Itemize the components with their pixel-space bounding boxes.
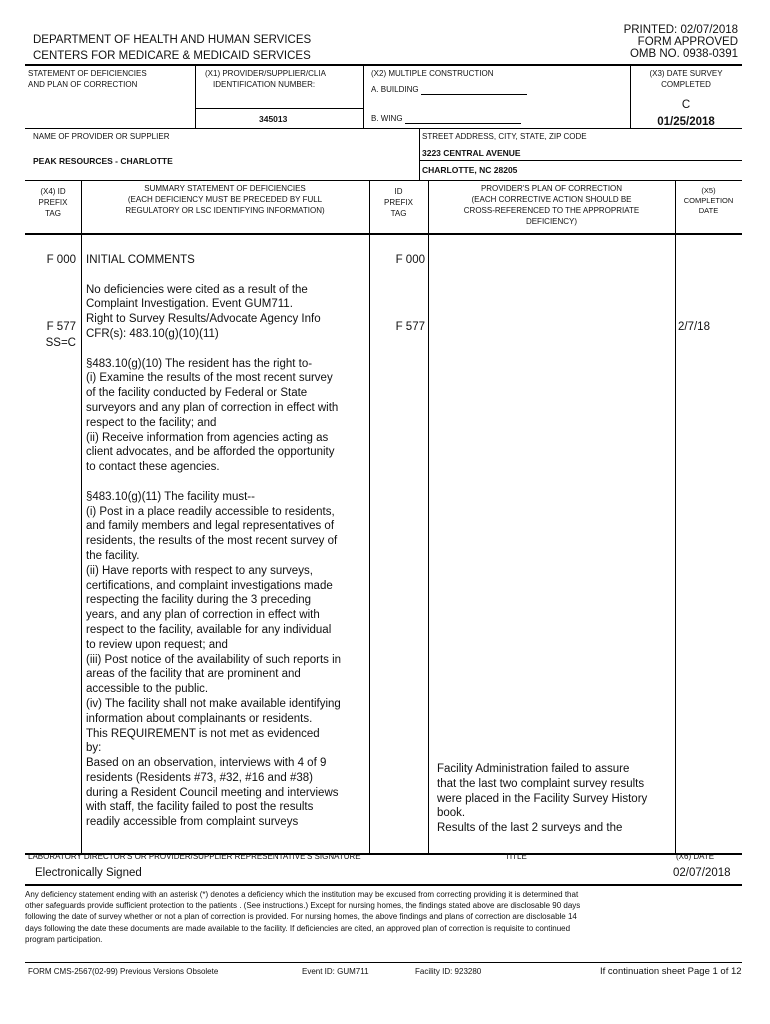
- disclaimer: [25, 889, 580, 945]
- summary-line: (iii) Post notice of the availability of such reports in: [86, 653, 342, 666]
- summary-line: client advocates, and be afforded the opportunity: [86, 446, 335, 459]
- tag-f000-left: F 000: [46, 254, 76, 266]
- signature-value: Electronically Signed: [35, 867, 142, 879]
- disclaimer-line: program participation.: [25, 934, 103, 944]
- disclaimer-line: other safeguards provide sufficient protection to the patients . (See instructions.) Except for nursing homes, the findings stated above are disclosable 90 days: [25, 901, 581, 911]
- x2-label: (X2) MULTIPLE CONSTRUCTION: [371, 69, 494, 78]
- summary-line: respecting the facility during the 3 preceding: [86, 594, 312, 607]
- plan-header-1: PROVIDER'S PLAN OF CORRECTION: [480, 184, 623, 193]
- id-header-2: PREFIX: [384, 198, 413, 207]
- summary-line: surveyors and any plan of correction in effect with: [86, 401, 339, 414]
- provider-name: PEAK RESOURCES - CHARLOTTE: [33, 156, 173, 166]
- disclaimer-line: Any deficiency statement ending with an asterisk (*) denotes a deficiency which the institution may be excused from correcting providing it is determined that: [25, 890, 579, 899]
- summary-line: with staff, the facility failed to post the results: [86, 801, 314, 814]
- summary-line: Right to Survey Results/Advocate Agency Info: [86, 313, 321, 326]
- summary-line: [86, 475, 368, 490]
- plan-line: were placed in the Facility Survey History: [437, 792, 648, 805]
- summary-header-3: REGULATORY OR LSC IDENTIFYING INFORMATION): [125, 206, 325, 215]
- plan-line: Facility Administration failed to assure: [437, 763, 630, 775]
- scope-severity: SS=C: [45, 337, 76, 349]
- summary-line: readily accessible from complaint surveys: [86, 816, 299, 829]
- summary-line: respect to the facility; and: [86, 416, 217, 429]
- x5-header-2: COMPLETION: [683, 196, 734, 205]
- wing-field: [405, 114, 521, 124]
- summary-line: years, and any plan of correction in effect with: [86, 609, 320, 622]
- omb-number: OMB NO. 0938-0391: [629, 48, 738, 60]
- provider-name-label: NAME OF PROVIDER OR SUPPLIER: [33, 132, 170, 141]
- x3-label-2: COMPLETED: [661, 80, 711, 89]
- summary-line: Based on an observation, interviews with 4 of 9: [86, 757, 327, 770]
- building-label: A. BUILDING: [371, 85, 419, 94]
- signature-date: 02/07/2018: [673, 867, 731, 879]
- continuation-page: If continuation sheet Page 1 of 12: [600, 966, 742, 977]
- summary-statement: [86, 253, 368, 830]
- summary-line: respect to the facility, available for any individual: [86, 623, 332, 636]
- summary-line: residents, the results of the most recent survey of: [86, 535, 338, 548]
- plan-header-4: DEFICIENCY): [525, 217, 578, 226]
- tag-f577-left: F 577: [46, 321, 76, 333]
- summary-line: §483.10(g)(10) The resident has the right to-: [86, 357, 313, 370]
- x1-label-1: (X1) PROVIDER/SUPPLIER/CLIA: [205, 69, 326, 78]
- x4-header-2: PREFIX: [38, 198, 68, 207]
- summary-line: during a Resident Council meeting and interviews: [86, 786, 339, 799]
- plan-header-2: (EACH CORRECTIVE ACTION SHOULD BE: [471, 195, 632, 204]
- summary-line: (ii) Have reports with respect to any surveys,: [86, 564, 313, 577]
- summary-line: residents (Residents #73, #32, #16 and #38): [86, 771, 313, 784]
- summary-line: (i) Examine the results of the most recent survey: [86, 372, 333, 385]
- summary-line: §483.10(g)(11) The facility must--: [86, 490, 255, 503]
- x4-header-1: (X4) ID: [40, 187, 66, 196]
- summary-line: Complaint Investigation. Event GUM711.: [86, 298, 293, 311]
- summary-line: certifications, and complaint investigations made: [86, 579, 333, 592]
- id-header-1: ID: [394, 187, 403, 196]
- survey-type-letter: C: [681, 99, 691, 111]
- statement-label-1: STATEMENT OF DEFICIENCIES: [28, 69, 147, 78]
- event-id: Event ID: GUM711: [302, 967, 369, 976]
- summary-line: No deficiencies were cited as a result of the: [86, 283, 308, 296]
- x4-header-3: TAG: [45, 209, 61, 218]
- summary-line: of the facility conducted by Federal or State: [86, 387, 308, 400]
- summary-line: accessible to the public.: [86, 683, 209, 696]
- summary-header-1: SUMMARY STATEMENT OF DEFICIENCIES: [144, 184, 306, 193]
- provider-id-number: 345013: [259, 114, 288, 124]
- cms-title: CENTERS FOR MEDICARE & MEDICAID SERVICES: [33, 50, 311, 62]
- facility-id: Facility ID: 923280: [415, 967, 482, 976]
- plan-line: book.: [437, 807, 466, 820]
- id-header-3: TAG: [390, 209, 407, 218]
- address-label: STREET ADDRESS, CITY, STATE, ZIP CODE: [422, 132, 587, 141]
- summary-line: to review upon request; and: [86, 638, 228, 651]
- survey-completed-date: 01/25/2018: [657, 116, 715, 128]
- summary-line: (ii) Receive information from agencies acting as: [86, 431, 329, 444]
- date-label: (X6) DATE: [676, 852, 715, 861]
- address-street: 3223 CENTRAL AVENUE: [422, 148, 521, 158]
- building-field: [421, 85, 527, 95]
- department-title: DEPARTMENT OF HEALTH AND HUMAN SERVICES: [33, 34, 312, 46]
- x5-header-1: (X5): [701, 186, 716, 195]
- disclaimer-line: following the date of survey whether or not a plan of correction is provided. For nursing homes, the above findings and plans of correction are disclosable 14: [25, 912, 577, 922]
- summary-line: by:: [86, 742, 102, 755]
- x3-label-1: (X3) DATE SURVEY: [649, 69, 723, 78]
- plan-header-3: CROSS-REFERENCED TO THE APPROPRIATE: [463, 206, 640, 215]
- summary-line: This REQUIREMENT is not met as evidenced: [86, 727, 320, 740]
- form-number: FORM CMS-2567(02-99) Previous Versions Obsolete: [28, 967, 219, 976]
- title-label: TITLE: [505, 852, 527, 861]
- address-city: CHARLOTTE, NC 28205: [422, 165, 518, 175]
- wing-label: B. WING: [371, 114, 403, 123]
- statement-label-2: AND PLAN OF CORRECTION: [28, 80, 138, 89]
- tag-f577-right: F 577: [395, 321, 425, 333]
- summary-line: the facility.: [86, 549, 140, 562]
- plan-line: Results of the last 2 surveys and the: [437, 822, 623, 835]
- summary-line: INITIAL COMMENTS: [86, 254, 195, 266]
- summary-line: (iv) The facility shall not make available identifying: [86, 697, 341, 710]
- summary-header-2: (EACH DEFICIENCY MUST BE PRECEDED BY FULL: [127, 195, 323, 204]
- disclaimer-line: days following the date these documents are made available to the facility. If deficiencies are cited, an approved plan of correction is requisite to continued: [25, 923, 571, 933]
- summary-line: areas of the facility that are prominent and: [86, 668, 301, 681]
- summary-line: to contact these agencies.: [86, 461, 220, 474]
- summary-line: [86, 268, 368, 283]
- summary-line: (i) Post in a place readily accessible to residents,: [86, 505, 335, 518]
- summary-line: information about complainants or residents.: [86, 712, 313, 725]
- tag-f000-right: F 000: [395, 254, 425, 266]
- summary-line: CFR(s): 483.10(g)(10)(11): [86, 327, 219, 340]
- completion-date: 2/7/18: [678, 321, 710, 333]
- summary-line: [86, 342, 368, 357]
- plan-of-correction: [437, 762, 673, 836]
- x1-label-2: IDENTIFICATION NUMBER:: [213, 80, 316, 89]
- x5-header-3: DATE: [698, 206, 719, 215]
- printed-date: PRINTED: 02/07/2018: [623, 24, 738, 36]
- signature-label: LABORATORY DIRECTOR'S OR PROVIDER/SUPPLIER REPRESENTATIVE'S SIGNATURE: [28, 852, 361, 861]
- form-approved: FORM APPROVED: [637, 36, 738, 48]
- plan-line: that the last two complaint survey results: [437, 777, 645, 790]
- summary-line: and family members and legal representatives of: [86, 520, 335, 533]
